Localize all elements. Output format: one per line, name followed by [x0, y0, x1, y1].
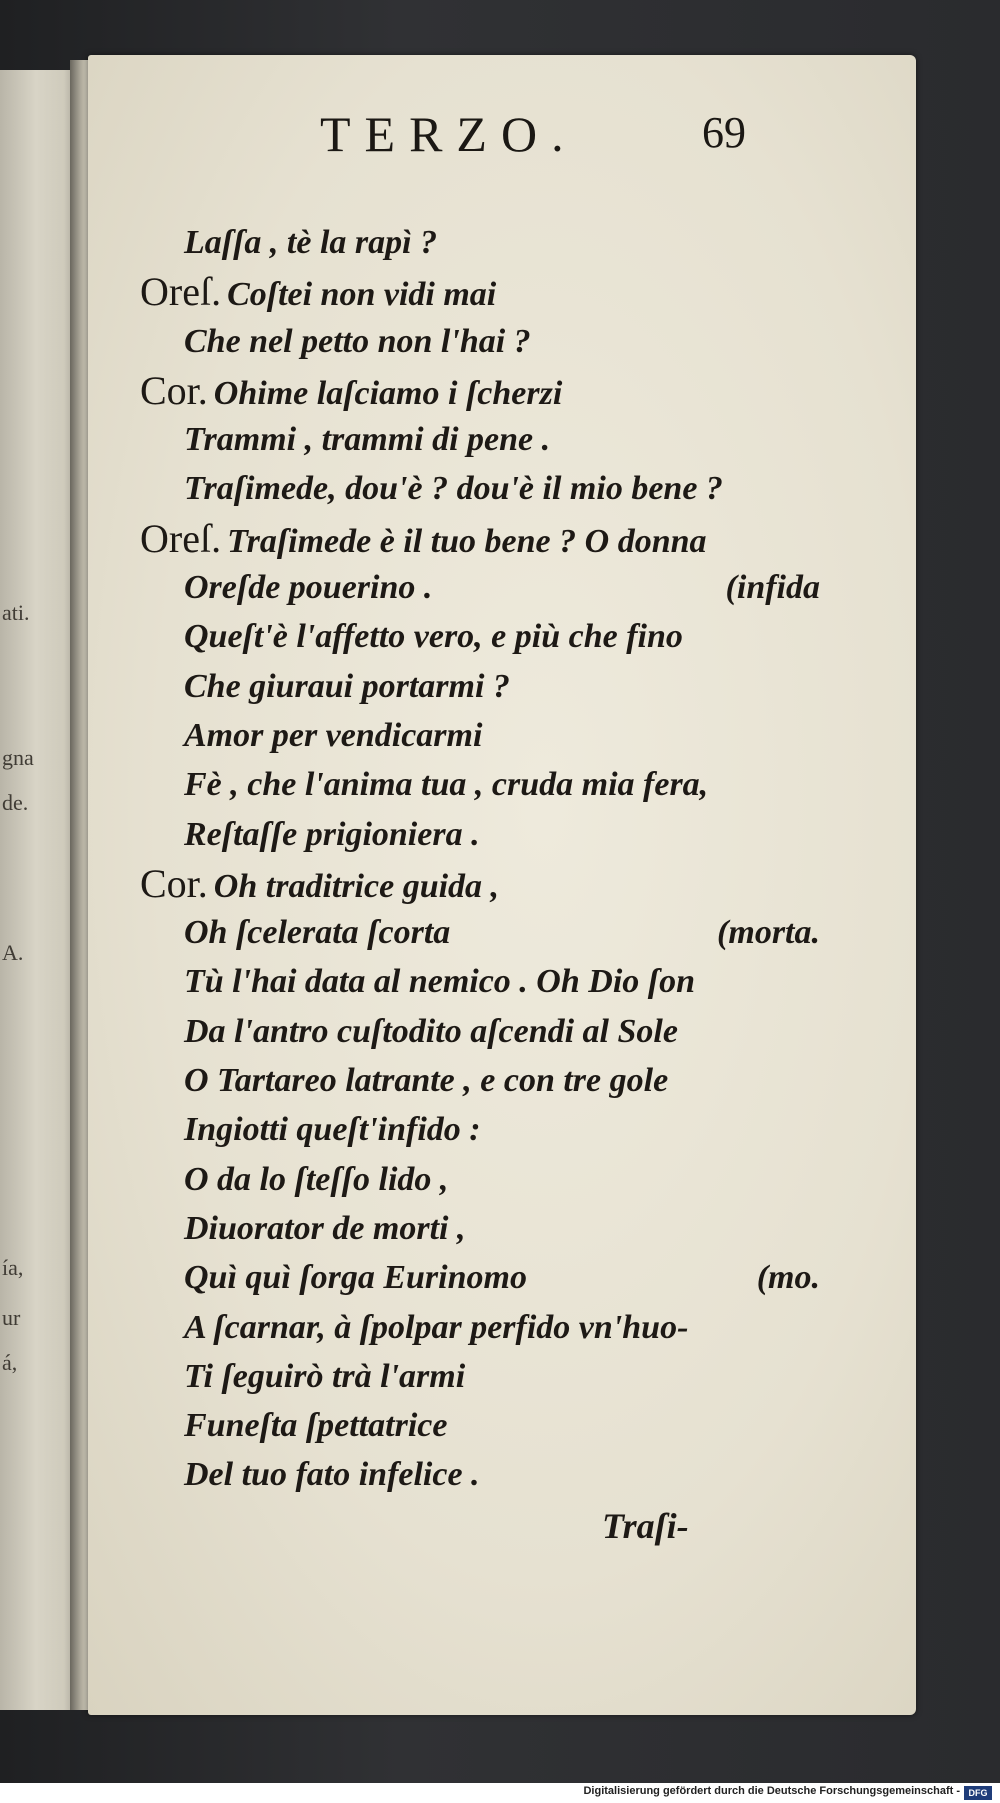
verse-text-run: Del tuo fato infelice .	[184, 1456, 480, 1494]
margin-fragment: gna	[2, 745, 34, 770]
verse-line	[140, 464, 820, 513]
verse-line	[140, 1056, 820, 1105]
verse-text-run: Traſimede, dou'è ? dou'è il mio bene ?	[184, 470, 723, 508]
verse-text-run: Oreſde pouerino .	[184, 569, 433, 607]
turnover-fragment: (morta.	[717, 914, 820, 952]
verse-line	[140, 1253, 820, 1302]
verse-line	[140, 1007, 820, 1056]
verse-text-run: Coſtei non vidi mai	[227, 276, 497, 314]
verse-text-run: O da lo ſteſſo lido ,	[184, 1160, 449, 1198]
speaker-label: Oreſ.	[140, 269, 222, 315]
verse-line	[140, 662, 820, 711]
dfg-logo: DFG	[964, 1786, 992, 1800]
verse-text-run: Reſtaſſe prigioniera .	[184, 815, 480, 853]
verse-text-run: Fè , che l'anima tua , cruda mia fera,	[184, 766, 709, 804]
verse-line	[140, 1450, 820, 1499]
margin-fragment: á,	[2, 1350, 18, 1375]
verse-text-run: Laſſa , tè la rapì ?	[184, 224, 438, 261]
verse-text-run: Che nel petto non l'hai ?	[184, 322, 531, 360]
speaker-label: Cor.	[140, 367, 208, 413]
margin-fragment: ati.	[2, 600, 30, 625]
verse-text-run: Quì quì ſorga Eurinomo	[184, 1259, 527, 1297]
digitization-credit: Digitalisierung gefördert durch die Deutsche Forschungsgemeinschaft -	[583, 1785, 960, 1797]
margin-fragment: ía,	[2, 1255, 24, 1280]
verse-text-run: Diuorator de morti ,	[184, 1209, 466, 1247]
verse-line	[140, 1155, 820, 1204]
verse-line	[140, 218, 820, 267]
verse-line	[140, 1204, 820, 1253]
speaker-label: Cor.	[140, 860, 208, 906]
verse-line	[140, 1401, 820, 1450]
verse-text-run: Da l'antro cuſtodito aſcendi al Sole	[184, 1012, 678, 1050]
verse-line	[140, 1352, 820, 1401]
verse-line	[140, 908, 820, 957]
verse-line	[140, 1303, 820, 1352]
verse-line	[140, 760, 820, 809]
margin-fragment: de.	[2, 790, 29, 815]
page-number: 69	[702, 108, 746, 157]
verse-text-run: Ingiotti queſt'infido :	[184, 1111, 481, 1149]
footer-bar	[0, 1783, 1000, 1803]
verse-line	[140, 957, 820, 1006]
speaker-label: Oreſ.	[140, 515, 222, 561]
page-header	[320, 105, 760, 175]
verse-text-run: Ti ſeguirò trà l'armi	[184, 1357, 466, 1395]
verse-line	[140, 810, 820, 859]
verse-line	[140, 366, 820, 415]
verse-line	[140, 415, 820, 464]
running-head: TERZO.	[320, 106, 578, 162]
verse-text-run: O Tartareo latrante , e con tre gole	[184, 1062, 669, 1100]
verse-text-run: Oh traditrice guida ,	[213, 867, 500, 905]
turnover-fragment: (mo.	[756, 1259, 820, 1297]
verse-text-run: Ohime laſciamo i ſcherzi	[213, 374, 563, 412]
verse-line	[140, 317, 820, 366]
verse-line	[140, 514, 820, 563]
verse-line	[140, 563, 820, 612]
verse-text-run: Funeſta ſpettatrice	[184, 1407, 448, 1445]
verse-line	[140, 859, 820, 908]
verse-line	[140, 612, 820, 661]
verse-line	[140, 1105, 820, 1154]
verse-text-run: Amor per vendicarmi	[184, 716, 483, 754]
facing-page-fragments	[0, 0, 80, 1803]
verse-text-run: A ſcarnar, à ſpolpar perfido vn'huo-	[184, 1308, 689, 1346]
catchword: Traſi-	[602, 1506, 689, 1546]
verse-line	[140, 267, 820, 316]
verse-line	[140, 711, 820, 760]
verse-text-run: Oh ſcelerata ſcorta	[184, 914, 451, 952]
margin-fragment: A.	[2, 940, 24, 965]
verse-text-run: Queſt'è l'affetto vero, e più che fino	[184, 618, 683, 656]
verse-text	[140, 218, 820, 1500]
verse-text-run: Che giuraui portarmi ?	[184, 667, 510, 705]
margin-fragment: ur	[2, 1305, 21, 1330]
turnover-fragment: (infida	[725, 569, 820, 607]
verse-text-run: Trammi , trammi di pene .	[184, 421, 551, 459]
verse-text-run: Traſimede è il tuo bene ? O donna	[227, 522, 707, 560]
verse-text-run: Tù l'hai data al nemico . Oh Dio ſon	[184, 963, 695, 1001]
